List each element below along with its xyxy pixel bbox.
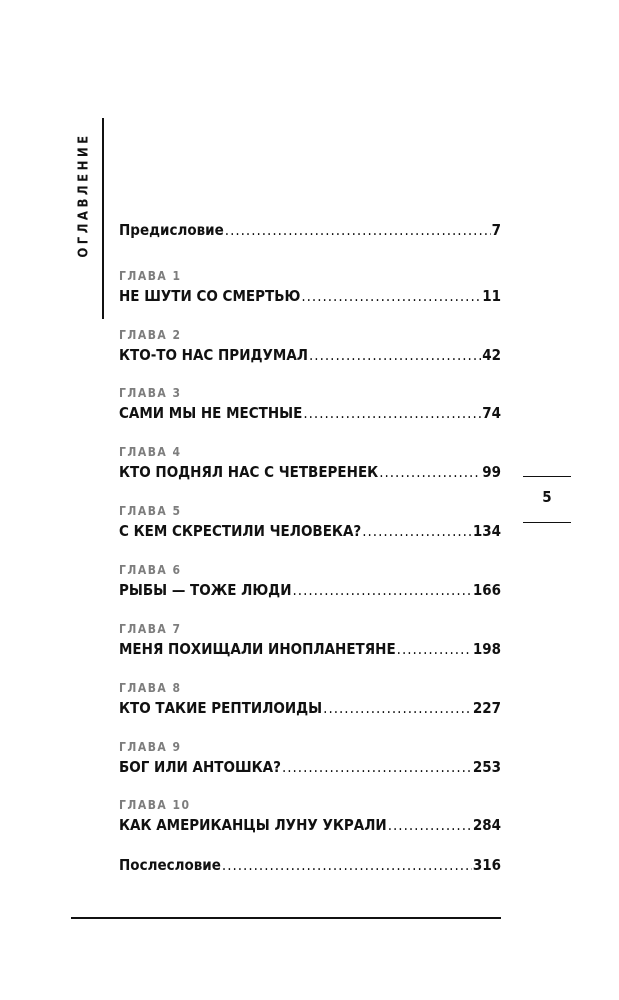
chapter-label: ГЛАВА 8 — [119, 681, 182, 695]
dot-leader — [388, 814, 472, 836]
toc-entry-page: 253 — [472, 758, 501, 776]
toc-entry-chapter-5[interactable] — [119, 502, 501, 542]
toc-entry-page: 284 — [472, 816, 501, 834]
chapter-label: ГЛАВА 4 — [119, 445, 182, 459]
dot-leader — [362, 520, 472, 542]
toc-entry-title: КТО ТАКИЕ РЕПТИЛОИДЫ — [119, 699, 323, 717]
chapter-label: ГЛАВА 1 — [119, 269, 182, 283]
chapter-label: ГЛАВА 5 — [119, 504, 182, 518]
toc-entry-title: Предисловие — [119, 221, 224, 239]
toc-entry-afterword[interactable] — [119, 854, 501, 876]
dot-leader — [225, 219, 491, 241]
toc-entry-title: РЫБЫ — ТОЖЕ ЛЮДИ — [119, 581, 292, 599]
section-title-text: ОГЛАВЛЕНИЕ — [76, 132, 92, 258]
toc-entry-title: КТО ПОДНЯЛ НАС С ЧЕТВЕРЕНЕК — [119, 463, 379, 481]
dot-leader — [323, 697, 472, 719]
dot-leader — [309, 344, 481, 366]
chapter-label: ГЛАВА 9 — [119, 740, 182, 754]
dot-leader — [222, 854, 472, 876]
folio-rule-bottom — [523, 522, 571, 523]
toc-entry-chapter-10[interactable] — [119, 796, 501, 836]
toc-entry-page: 74 — [482, 404, 501, 422]
toc-entry-chapter-4[interactable] — [119, 443, 501, 483]
toc-entry-title: САМИ МЫ НЕ МЕСТНЫЕ — [119, 404, 303, 422]
chapter-label: ГЛАВА 3 — [119, 386, 182, 400]
dot-leader — [303, 402, 481, 424]
toc-entry-chapter-3[interactable] — [119, 384, 501, 424]
toc-entry-title: С КЕМ СКРЕСТИЛИ ЧЕЛОВЕКА? — [119, 522, 362, 540]
toc-entry-chapter-7[interactable] — [119, 620, 501, 660]
dot-leader — [293, 579, 472, 601]
toc-entry-page: 11 — [482, 287, 501, 305]
toc-entry-chapter-2[interactable] — [119, 326, 501, 366]
toc-entry-title: БОГ ИЛИ АНТОШКА? — [119, 758, 281, 776]
toc-entry-title: МЕНЯ ПОХИЩАЛИ ИНОПЛАНЕТЯНЕ — [119, 640, 396, 658]
toc-entry-page: 99 — [482, 463, 501, 481]
toc-entry-page: 42 — [482, 346, 501, 364]
chapter-label: ГЛАВА 2 — [119, 328, 182, 342]
toc-entry-chapter-6[interactable] — [119, 561, 501, 601]
toc-entry-title: НЕ ШУТИ СО СМЕРТЬЮ — [119, 287, 301, 305]
page-number: 5 — [542, 488, 552, 506]
chapter-label: ГЛАВА 6 — [119, 563, 182, 577]
toc-entry-page: 7 — [491, 221, 501, 239]
dot-leader — [282, 756, 472, 778]
toc-entry-preface[interactable] — [119, 219, 501, 241]
chapter-label: ГЛАВА 7 — [119, 622, 182, 636]
toc-entry-page: 198 — [472, 640, 501, 658]
toc-entry-page: 134 — [472, 522, 501, 540]
chapter-label: ГЛАВА 10 — [119, 798, 191, 812]
dot-leader — [301, 285, 481, 307]
folio-rule-top — [523, 476, 571, 477]
toc-entry-title: КТО-ТО НАС ПРИДУМАЛ — [119, 346, 309, 364]
toc-entry-page: 227 — [472, 699, 501, 717]
toc-entry-page: 166 — [472, 581, 501, 599]
toc-entry-title: Послесловие — [119, 856, 221, 874]
dot-leader — [397, 638, 472, 660]
toc-entry-title: КАК АМЕРИКАНЦЫ ЛУНУ УКРАЛИ — [119, 816, 387, 834]
section-title-vertical — [67, 125, 101, 265]
toc-entry-chapter-9[interactable] — [119, 738, 501, 778]
dot-leader — [379, 461, 481, 483]
toc-entry-page: 316 — [472, 856, 501, 874]
bottom-rule — [71, 917, 501, 919]
vertical-divider — [102, 118, 104, 319]
toc-entry-chapter-8[interactable] — [119, 679, 501, 719]
toc-entry-chapter-1[interactable] — [119, 267, 501, 307]
